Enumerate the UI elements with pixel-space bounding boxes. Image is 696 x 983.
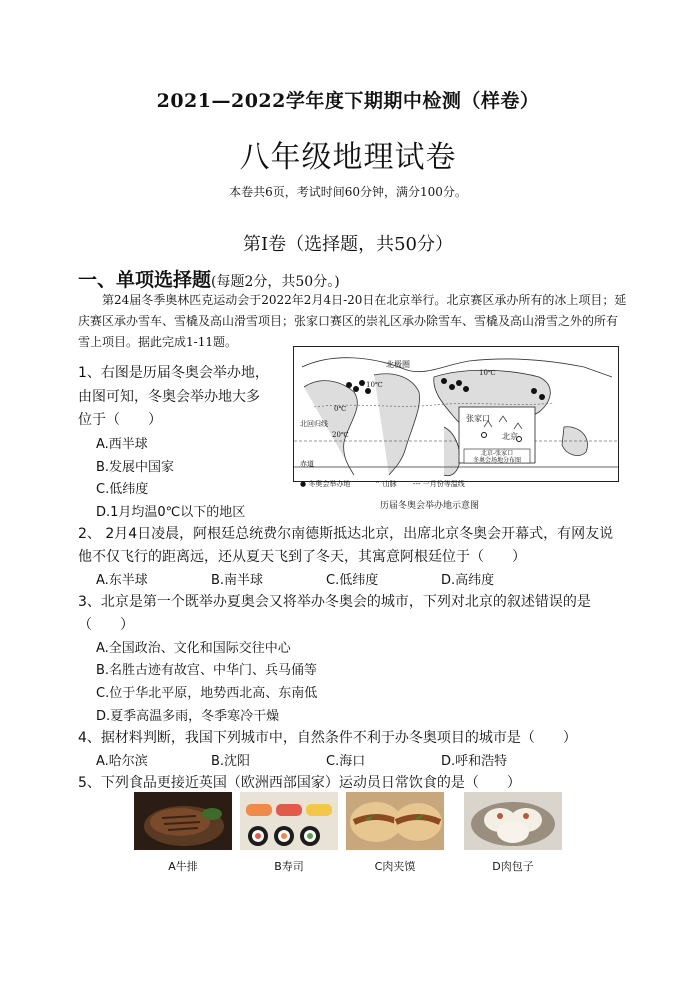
section-scoring: (每题2分，共50分。)	[211, 274, 340, 290]
q2-line1: 2、 2月4日凌晨，阿根廷总统费尔南德斯抵达北京，出席北京冬奥会开幕式，有网友说	[78, 526, 614, 542]
map-label-isotherm-10: 10℃	[366, 381, 383, 389]
legend-isotherm-icon: ---	[412, 480, 421, 488]
map-label-isotherm-10b: 10℃	[479, 369, 496, 377]
map-inset-title	[464, 450, 530, 464]
q4-options	[96, 750, 556, 769]
map-caption: 历届冬奥会举办地示意图	[380, 501, 480, 511]
q1-option-b[interactable]: B.发展中国家	[96, 460, 175, 475]
food-caption-c: C肉夹馍	[374, 860, 416, 873]
food-caption-d: D肉包子	[492, 860, 534, 873]
q4-option-a[interactable]: A.哈尔滨	[96, 754, 148, 769]
q4-line1: 4、据材料判断，我国下列城市中，自然条件不利于办冬奥项目的城市是（ ）	[78, 730, 577, 746]
food-caption-a: A牛排	[168, 860, 198, 873]
baozi-graphic	[464, 792, 562, 850]
q1-option-c[interactable]: C.低纬度	[96, 482, 149, 497]
map-label-tropic: 北回归线	[300, 420, 328, 428]
q1-line1: 1、右图是历届冬奥会举办地，	[78, 365, 269, 381]
legend-mountain: 山脉	[382, 480, 397, 488]
q3-option-b[interactable]: B.名胜古迹有故宫、中华门、兵马俑等	[96, 663, 318, 678]
legend-venue-icon: ●	[300, 480, 307, 488]
q2-option-a[interactable]: A.东半球	[96, 573, 148, 588]
q1-line3: 位于（ ）	[78, 412, 162, 428]
map-label-isotherm-20: 20℃	[332, 431, 349, 439]
sushi-graphic	[240, 792, 338, 850]
exam-title: 2021—2022学年度下期期中检测（样卷）	[156, 90, 540, 112]
section-intro: 第24届冬季奥林匹克运动会于2022年2月4日-20日在北京举行。北京赛区承办所有的冰上项目；延庆赛区承办雪车、雪橇及高山滑雪项目；张家口赛区的崇礼区承办除雪车、雪橇及高山滑雪之外的所有雪上项目。据此完成1-11题。	[78, 293, 627, 349]
q2-options	[96, 569, 556, 588]
food-image-steak[interactable]	[134, 792, 232, 850]
exam-note: 本卷共6页，考试时间60分钟，满分100分。	[229, 185, 467, 199]
q5-line1: 5、下列食品更接近英国（欧洲西部国家）运动员日常饮食的是（ ）	[78, 775, 521, 791]
legend-venue: 冬奥会举办地	[308, 480, 351, 488]
q3-option-c[interactable]: C.位于华北平原，地势西北高、东南低	[96, 686, 318, 701]
roujiamo-graphic	[346, 792, 444, 850]
exam-subject: 八年级地理试卷	[239, 140, 457, 175]
inset-title-line1: 北京-张家口	[480, 450, 514, 457]
q3-option-a[interactable]: A.全国政治、文化和国际交往中心	[96, 641, 291, 656]
q2-line2: 他不仅飞行的距离远，还从夏天飞到了冬天，其寓意阿根廷位于（ ）	[78, 549, 526, 565]
q4-option-c[interactable]: C.海口	[326, 754, 366, 769]
map-label-zhangjiakou: 张家口	[466, 414, 490, 423]
food-image-roujiamo[interactable]	[346, 792, 444, 850]
q1-line2: 由图可知，冬奥会举办地大多	[78, 389, 260, 405]
legend-isotherm: 一月份等温线	[422, 480, 465, 488]
q3-option-d[interactable]: D.夏季高温多雨，冬季寒冷干燥	[96, 709, 280, 724]
q2-option-c[interactable]: C.低纬度	[326, 573, 379, 588]
map-label-equator: 赤道	[300, 460, 314, 468]
map-label-isotherm-0: 0℃	[334, 405, 347, 413]
world-map-graphic	[294, 347, 618, 481]
inset-title-line2: 冬奥会场地分布图	[472, 457, 521, 464]
q1-option-a[interactable]: A.西半球	[96, 437, 148, 452]
map-legend	[300, 479, 465, 489]
food-image-sushi[interactable]	[240, 792, 338, 850]
map-label-beijing: 北京	[502, 432, 518, 441]
q2-option-b[interactable]: B.南半球	[211, 573, 264, 588]
q4-option-d[interactable]: D.呼和浩特	[441, 754, 508, 769]
q4-option-b[interactable]: B.沈阳	[211, 754, 251, 769]
q1-option-d[interactable]: D.1月均温0℃以下的地区	[96, 505, 246, 520]
q3-line1: 3、北京是第一个既举办夏奥会又将举办冬奥会的城市，下列对北京的叙述错误的是	[78, 594, 591, 610]
q3-line2: （ ）	[78, 617, 134, 633]
legend-mountain-icon: ⌃	[374, 480, 381, 488]
part-heading: 第Ⅰ卷（选择题，共50分）	[242, 234, 453, 255]
food-image-baozi[interactable]	[464, 792, 562, 850]
map-label-arctic: 北极圈	[386, 360, 410, 369]
q2-option-d[interactable]: D.高纬度	[441, 573, 495, 588]
olympics-map	[293, 346, 619, 482]
food-caption-b: B寿司	[274, 860, 304, 873]
section-heading	[78, 265, 340, 292]
steak-graphic	[134, 792, 232, 850]
section-title: 一、单项选择题	[78, 269, 212, 291]
